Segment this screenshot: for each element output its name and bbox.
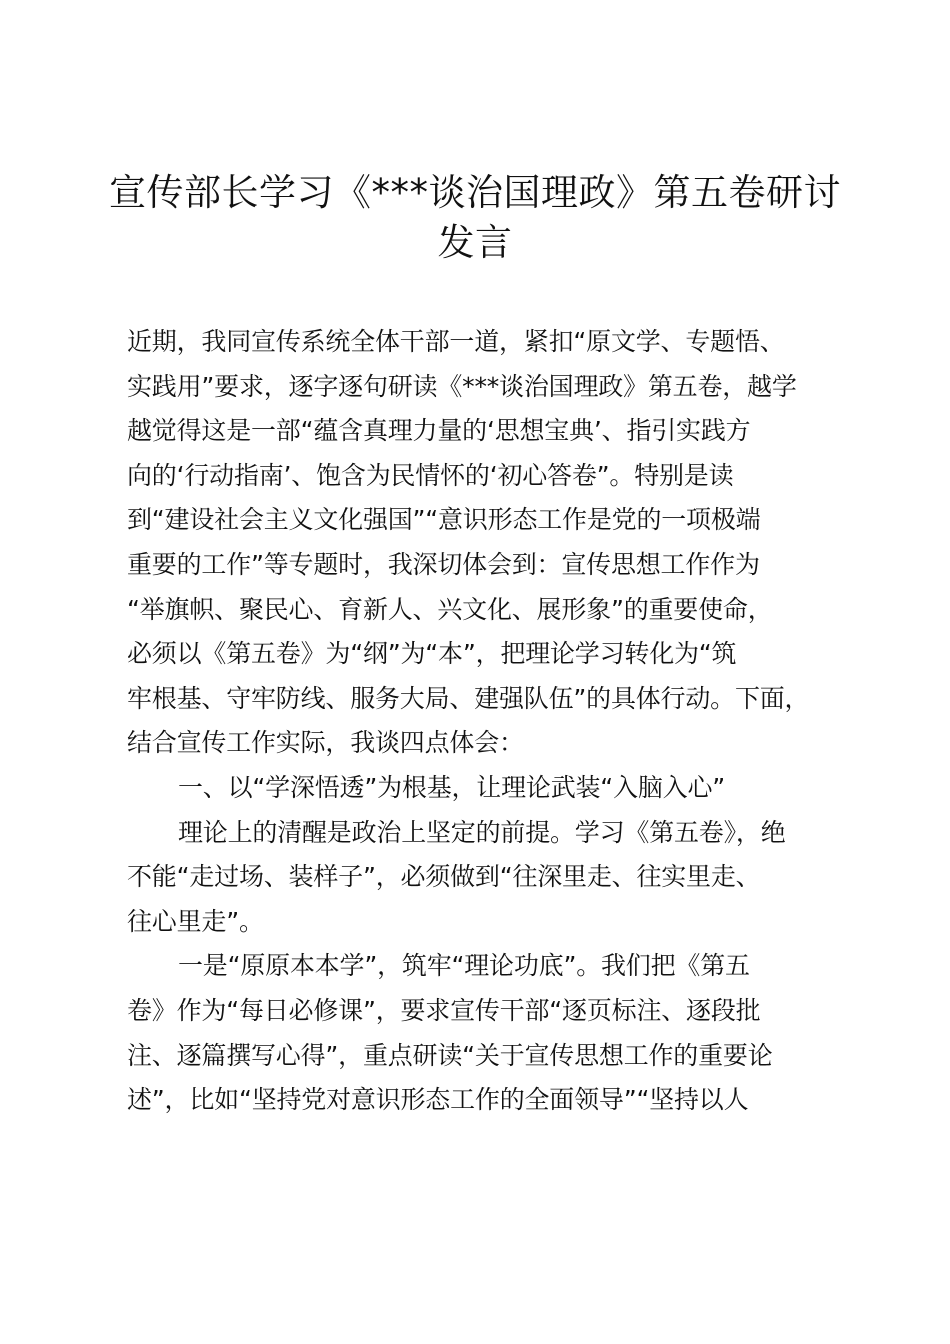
text-line: 重要的工作”等专题时，我深切体会到：宣传思想工作作为: [127, 549, 760, 579]
text-line: 往心里走”。: [127, 906, 264, 936]
title-line-1: 宣传部长学习《***谈治国理政》第五卷研讨: [109, 171, 841, 214]
text-line: 必须以《第五卷》为“纲”为“本”，把理论学习转化为“筑: [127, 639, 737, 669]
text-line: 向的‘行动指南’、饱含为民情怀的‘初心答卷”。特别是读: [127, 460, 734, 490]
document-body: [127, 320, 847, 1123]
text-line: “举旗帜、聚民心、育新人、兴文化、展形象”的重要使命，: [127, 594, 773, 624]
text-line: 不能“走过场、装样子”，必须做到“往深里走、往实里走、: [127, 862, 761, 892]
document-title: [0, 168, 950, 268]
text-line: 卷》作为“每日必修课”，要求宣传干部“逐页标注、逐段批: [127, 995, 761, 1025]
text-line: 到“建设社会主义文化强国”“意识形态工作是党的一项极端: [127, 505, 761, 535]
text-line: 注、逐篇撰写心得”，重点研读“关于宣传思想工作的重要论: [127, 1040, 773, 1070]
text-line: 实践用”要求，逐字逐句研读《***谈治国理政》第五卷，越学: [127, 371, 797, 401]
text-line: 越觉得这是一部“蕴含真理力量的‘思想宝典’、指引实践方: [127, 416, 751, 446]
text-line: 一是“原原本本学”，筑牢“理论功底”。我们把《第五: [178, 951, 750, 981]
text-line: 述”，比如“坚持党对意识形态工作的全面领导”“坚持以人: [127, 1085, 749, 1115]
text-line: 牢根基、守牢防线、服务大局、建强队伍”的具体行动。下面，: [127, 683, 810, 713]
text-line: 结合宣传工作实际，我谈四点体会：: [127, 728, 524, 758]
text-line: 理论上的清醒是政治上坚定的前提。学习《第五卷》，绝: [178, 817, 786, 847]
text-line: 近期，我同宣传系统全体干部一道，紧扣“原文学、专题悟、: [127, 327, 785, 356]
section-heading: 一、以“学深悟透”为根基，让理论武装“入脑入心”: [178, 772, 726, 802]
title-line-2: 发言: [437, 221, 513, 264]
